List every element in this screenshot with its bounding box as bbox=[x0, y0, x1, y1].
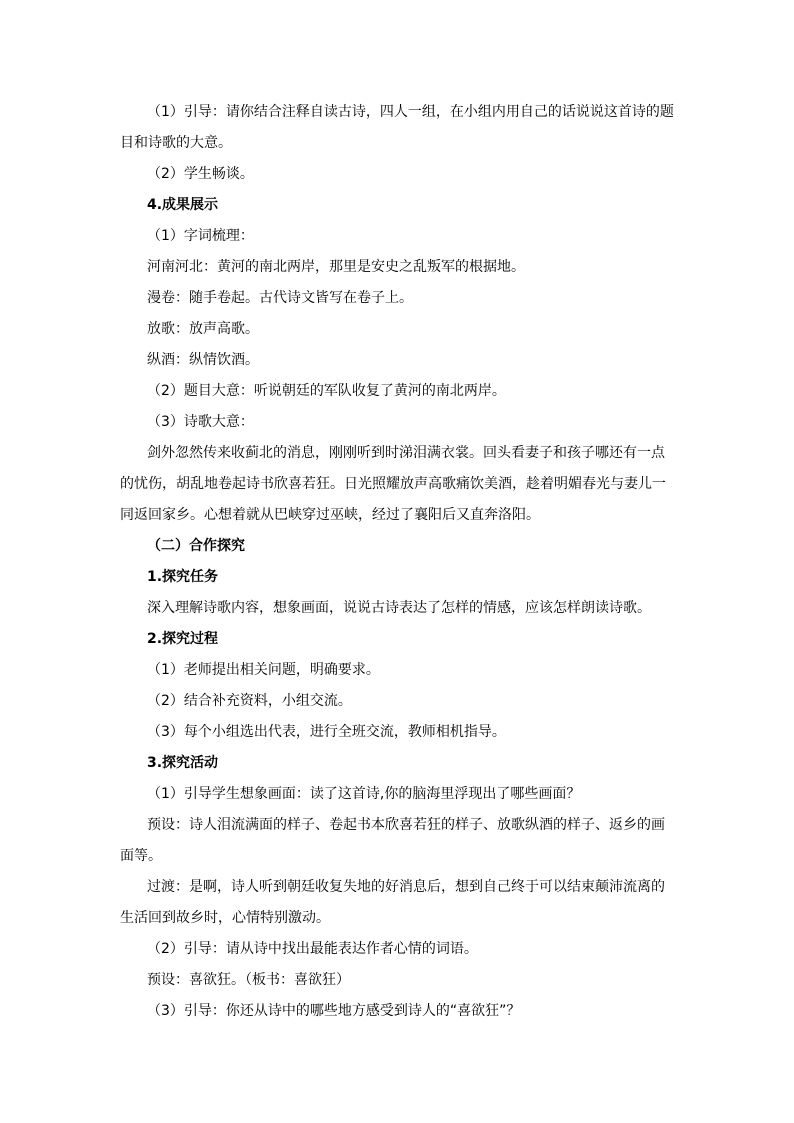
text-line: 放歌：放声高歌。 bbox=[147, 321, 259, 337]
text-line: （3）引导：你还从诗中的哪些地方感受到诗人的“喜欲狂”？ bbox=[147, 1003, 521, 1019]
text-line: 河南河北：黄河的南北两岸，那里是安史之乱叛军的根据地。 bbox=[147, 259, 525, 275]
text-line: （2）结合补充资料，小组交流。 bbox=[147, 693, 352, 709]
text-line: 预设：诗人泪流满面的样子、卷起书本欣喜若狂的样子、放歌纵酒的样子、返乡的画 bbox=[147, 817, 665, 833]
text-line: （1）老师提出相关问题，明确要求。 bbox=[147, 662, 380, 678]
text-line: （2）学生畅谈。 bbox=[147, 166, 254, 182]
text-line: （1）引导：请你结合注释自读古诗，四人一组，在小组内用自己的话说说这首诗的题 bbox=[147, 104, 674, 120]
text-line: （3）诗歌大意： bbox=[147, 414, 254, 430]
text-line: 目和诗歌的大意。 bbox=[120, 135, 232, 151]
text-line: （3）每个小组选出代表，进行全班交流，教师相机指导。 bbox=[147, 724, 506, 740]
text-line: 剑外忽然传来收蓟北的消息，刚刚听到时涕泪满衣裳。回头看妻子和孩子哪还有一点 bbox=[147, 445, 665, 461]
section-heading: （二）合作探究 bbox=[147, 538, 245, 554]
text-line: 纵酒：纵情饮酒。 bbox=[147, 352, 259, 368]
text-line: 漫卷：随手卷起。古代诗文皆写在卷子上。 bbox=[147, 290, 413, 306]
text-line: 预设：喜欲狂。（板书：喜欲狂） bbox=[147, 972, 350, 988]
section-heading: 3.探究活动 bbox=[147, 755, 219, 771]
text-line: 过渡：是啊，诗人听到朝廷收复失地的好消息后，想到自己终于可以结束颠沛流离的 bbox=[147, 879, 665, 895]
text-line: 面等。 bbox=[120, 848, 162, 864]
text-line: （2）题目大意：听说朝廷的军队收复了黄河的南北两岸。 bbox=[147, 383, 506, 399]
text-line: （2）引导：请从诗中找出最能表达作者心情的词语。 bbox=[147, 941, 478, 957]
section-heading: 1.探究任务 bbox=[147, 569, 219, 585]
text-line: （1）引导学生想象画面：读了这首诗,你的脑海里浮现出了哪些画面？ bbox=[147, 786, 581, 802]
text-line: 的忧伤，胡乱地卷起诗书欣喜若狂。日光照耀放声高歌痛饮美酒，趁着明媚春光与妻儿一 bbox=[120, 476, 666, 492]
text-line: 同返回家乡。心想着就从巴峡穿过巫峡，经过了襄阳后又直奔洛阳。 bbox=[120, 507, 540, 523]
section-heading: 4.成果展示 bbox=[147, 197, 219, 213]
section-heading: 2.探究过程 bbox=[147, 631, 219, 647]
text-line: （1）字词梳理： bbox=[147, 228, 254, 244]
text-line: 生活回到故乡时，心情特别激动。 bbox=[120, 910, 330, 926]
text-line: 深入理解诗歌内容，想象画面，说说古诗表达了怎样的情感，应该怎样朗读诗歌。 bbox=[147, 600, 651, 616]
